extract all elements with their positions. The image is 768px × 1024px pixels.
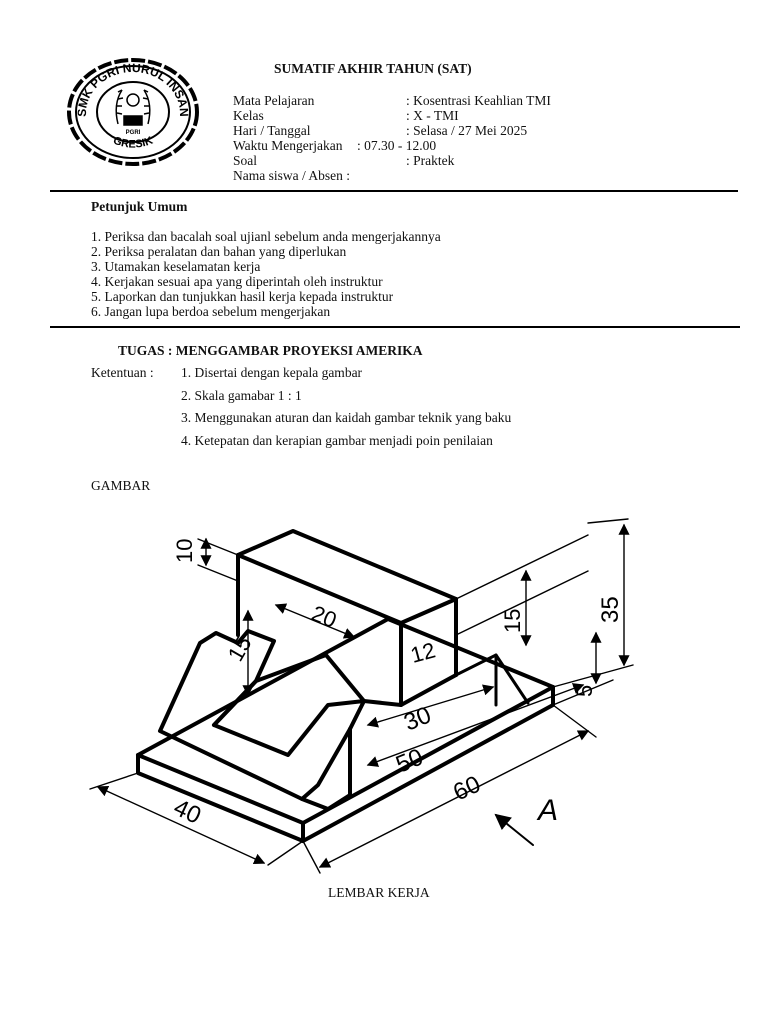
- field-label-subject: Mata Pelajaran: [233, 93, 315, 108]
- rule-item: 4. Ketepatan dan kerapian gambar menjadi poin penilaian: [181, 433, 493, 448]
- dim-35: 35: [597, 596, 624, 623]
- svg-text:SMK PGRI NURUL INSAN: [75, 61, 191, 117]
- dim-5: 5: [572, 684, 597, 697]
- field-label-question: Soal: [233, 153, 258, 168]
- view-arrow-label: A: [538, 794, 559, 827]
- dim-15-left: 15: [222, 631, 257, 666]
- rules-label: Ketentuan :: [91, 365, 154, 380]
- instruction-item: 1. Periksa dan bacalah soal ujianl sebelum anda mengerjakannya: [91, 229, 441, 244]
- task-heading: TUGAS : MENGGAMBAR PROYEKSI AMERIKA: [118, 343, 423, 358]
- field-value-date: : Selasa / 27 Mei 2025: [406, 123, 528, 138]
- logo-ring-text-top: SMK PGRI NURUL INSAN: [74, 60, 192, 117]
- rule-item: 1. Disertai dengan kepala gambar: [181, 365, 363, 380]
- dim-15-right: 15: [500, 608, 525, 633]
- dim-50: 50: [392, 743, 428, 779]
- dim-30: 30: [400, 701, 436, 737]
- rule-item: 2. Skala gamabar 1 : 1: [181, 388, 302, 403]
- field-value-time: : 07.30 - 12.00: [357, 138, 437, 153]
- field-label-date: Hari / Tanggal: [233, 123, 311, 138]
- divider: [50, 190, 738, 192]
- field-value-question: : Praktek: [406, 153, 455, 168]
- field-label-time: Waktu Mengerjakan: [233, 138, 343, 153]
- school-logo: [66, 54, 200, 166]
- drawing-label: GAMBAR: [91, 478, 151, 493]
- worksheet-caption: LEMBAR KERJA: [328, 885, 430, 900]
- logo-center-text: PGRI: [125, 130, 141, 136]
- instruction-item: 2. Periksa peralatan dan bahan yang diperlukan: [91, 244, 347, 259]
- instruction-item: 4. Kerjakan sesuai apa yang diperintah oleh instruktur: [91, 274, 383, 289]
- instruction-item: 3. Utamakan keselamatan kerja: [91, 259, 261, 274]
- dim-10: 10: [172, 538, 197, 563]
- instruction-item: 6. Jangan lupa berdoa sebelum mengerjakan: [91, 304, 331, 319]
- isometric-drawing: [88, 515, 648, 885]
- logo-emblem-icon: [116, 90, 150, 125]
- dim-20: 20: [308, 600, 341, 633]
- divider: [50, 326, 740, 328]
- logo-ring-text-bottom: GRESIK: [111, 134, 155, 151]
- field-value-class: : X - TMI: [406, 108, 459, 123]
- svg-text:GRESIK: [111, 135, 154, 151]
- instructions-heading: Petunjuk Umum: [91, 199, 188, 214]
- dim-60: 60: [449, 770, 485, 807]
- dim-40: 40: [169, 793, 206, 830]
- rule-item: 3. Menggunakan aturan dan kaidah gambar teknik yang baku: [181, 410, 512, 425]
- instruction-item: 5. Laporkan dan tunjukkan hasil kerja kepada instruktur: [91, 289, 394, 304]
- side-frame: [160, 631, 364, 809]
- field-value-subject: : Kosentrasi Keahlian TMI: [406, 93, 551, 108]
- dim-12: 12: [407, 637, 438, 668]
- page-title: SUMATIF AKHIR TAHUN (SAT): [274, 61, 472, 76]
- field-label-student: Nama siswa / Absen :: [233, 168, 350, 183]
- field-label-class: Kelas: [233, 108, 264, 123]
